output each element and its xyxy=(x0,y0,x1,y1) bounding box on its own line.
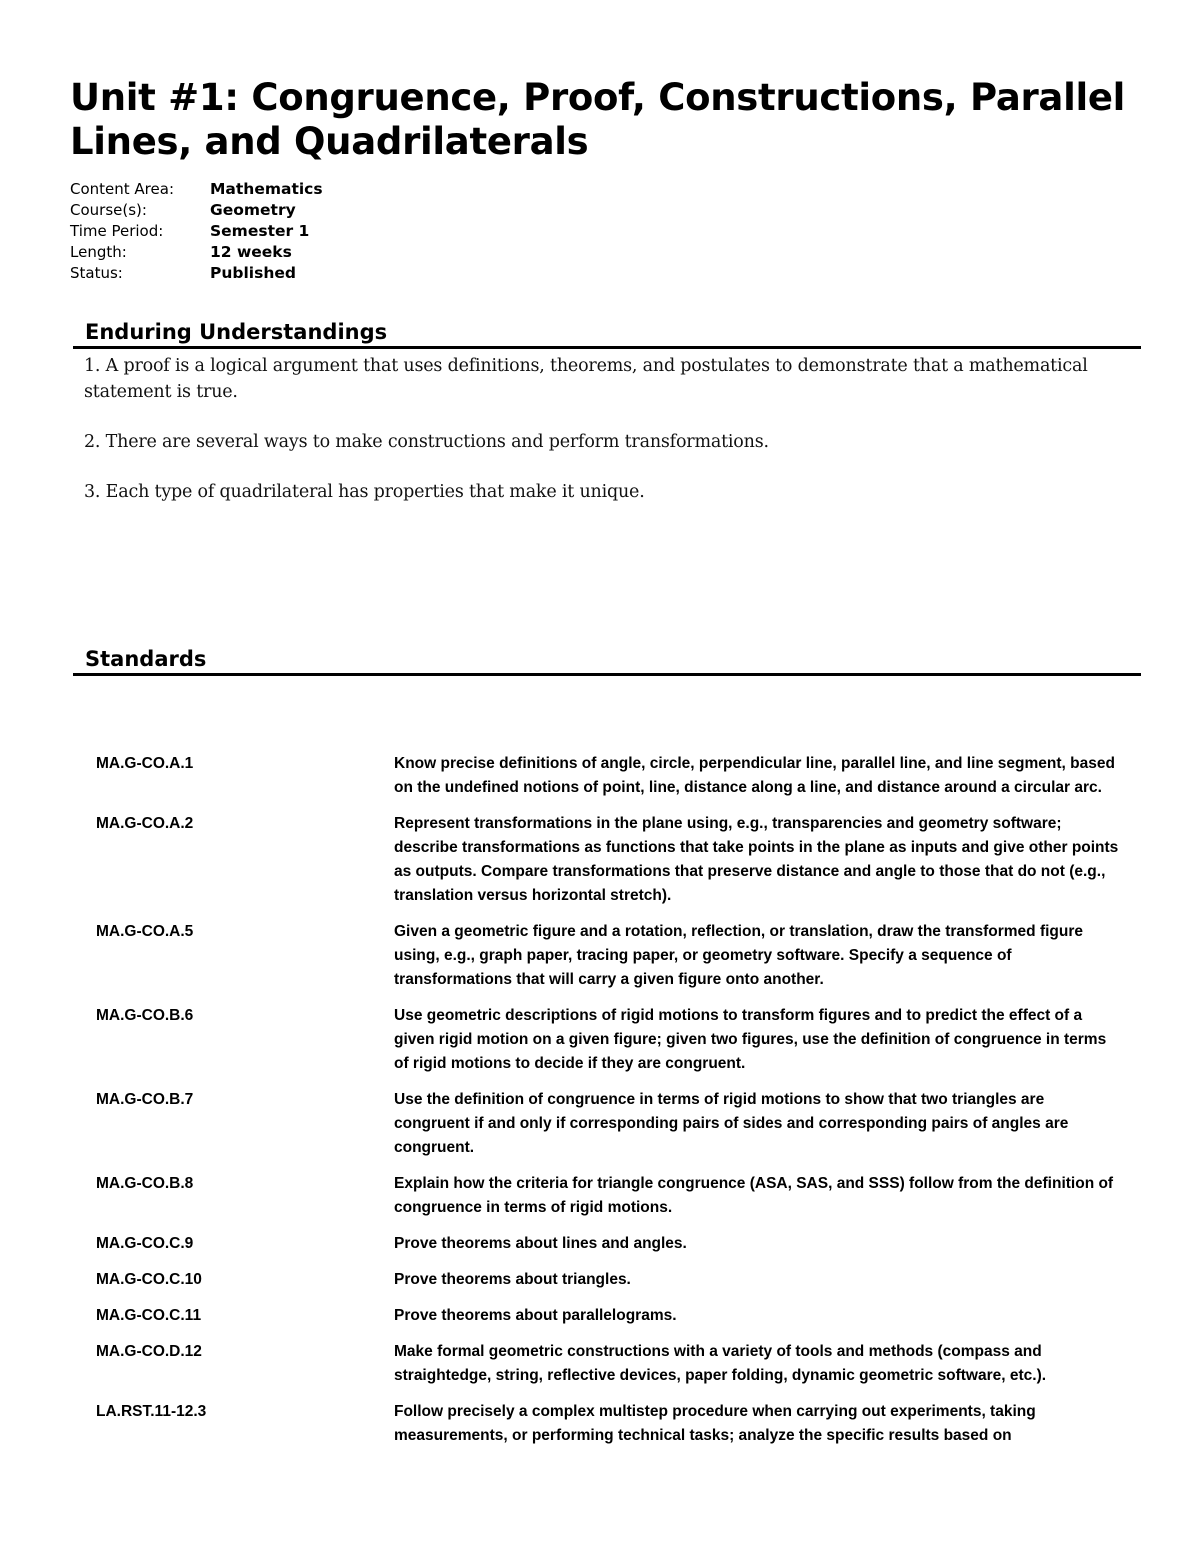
meta-row-courses xyxy=(70,199,323,220)
standard-code: MA.G-CO.D.12 xyxy=(96,1343,202,1360)
standard-description: Use geometric descriptions of rigid motions to transform figures and to predict the effect of a given rigid motion on a given figure; given two figures, use the definition of congruence in terms of rigid motions to decide if they are congruent. xyxy=(394,1007,1107,1072)
list-item: 3. Each type of quadrilateral has properties that make it unique. xyxy=(84,482,645,502)
standard-code: MA.G-CO.A.5 xyxy=(96,923,194,940)
standard-description: Follow precisely a complex multistep procedure when carrying out experiments, taking measurements, or performing technical tasks; analyze the specific results based on xyxy=(394,1403,1036,1444)
standard-description: Prove theorems about parallelograms. xyxy=(394,1307,677,1324)
enduring-understandings-heading: Enduring Understandings xyxy=(73,320,1141,349)
unit-metadata xyxy=(70,178,323,283)
table-row xyxy=(96,1268,1126,1292)
meta-value: Published xyxy=(210,263,296,282)
table-row xyxy=(96,1304,1126,1328)
meta-row-length xyxy=(70,241,323,262)
standard-description: Represent transformations in the plane using, e.g., transparencies and geometry software; describe transformations as functions that take points in the plane as inputs and give other points as outputs. Compare transformations that preserve distance and angle to those that do not (e.g., translation versus horizontal stretch). xyxy=(394,815,1119,904)
meta-value: Semester 1 xyxy=(210,221,310,240)
standard-code: MA.G-CO.C.9 xyxy=(96,1235,194,1252)
table-row xyxy=(96,920,1126,992)
meta-value: Mathematics xyxy=(210,179,323,198)
meta-label: Status: xyxy=(70,263,123,282)
meta-label: Time Period: xyxy=(70,221,164,240)
standard-code: MA.G-CO.A.2 xyxy=(96,815,194,832)
standard-description: Use the definition of congruence in terms of rigid motions to show that two triangles are congruent if and only if corresponding pairs of sides and corresponding pairs of angles are congruent. xyxy=(394,1091,1069,1156)
standards-table xyxy=(96,752,1126,1460)
meta-row-time-period xyxy=(70,220,323,241)
table-row xyxy=(96,1172,1126,1220)
meta-row-content-area xyxy=(70,178,323,199)
table-row xyxy=(96,1088,1126,1160)
meta-label: Content Area: xyxy=(70,179,174,198)
standard-code: LA.RST.11-12.3 xyxy=(96,1403,207,1420)
table-row xyxy=(96,1400,1126,1448)
list-item: 2. There are several ways to make constructions and perform transformations. xyxy=(84,432,769,452)
standard-code: MA.G-CO.B.6 xyxy=(96,1007,194,1024)
unit-title: Unit #1: Congruence, Proof, Constructions, Parallel Lines, and Quadrilaterals xyxy=(70,76,1126,163)
table-row xyxy=(96,1232,1126,1256)
standard-description: Make formal geometric constructions with a variety of tools and methods (compass and straightedge, string, reflective devices, paper folding, dynamic geometric software, etc.). xyxy=(394,1343,1047,1384)
standard-description: Given a geometric figure and a rotation, reflection, or translation, draw the transformed figure using, e.g., graph paper, tracing paper, or geometry software. Specify a sequence of transformations that will carry a given figure onto another. xyxy=(394,923,1084,988)
enduring-understandings-list xyxy=(84,353,1134,529)
meta-value: 12 weeks xyxy=(210,242,292,261)
meta-label: Course(s): xyxy=(70,200,147,219)
standard-code: MA.G-CO.C.10 xyxy=(96,1271,202,1288)
standard-code: MA.G-CO.A.1 xyxy=(96,755,194,772)
standard-code: MA.G-CO.C.11 xyxy=(96,1307,202,1324)
table-row xyxy=(96,1340,1126,1388)
standard-description: Prove theorems about lines and angles. xyxy=(394,1235,687,1252)
standard-description: Know precise definitions of angle, circle, perpendicular line, parallel line, and line segment, based on the undefined notions of point, line, distance along a line, and distance around a circular arc. xyxy=(394,755,1115,796)
meta-value: Geometry xyxy=(210,200,296,219)
meta-label: Length: xyxy=(70,242,127,261)
standard-code: MA.G-CO.B.8 xyxy=(96,1175,194,1192)
standards-heading: Standards xyxy=(73,647,1141,676)
standard-description: Explain how the criteria for triangle congruence (ASA, SAS, and SSS) follow from the definition of congruence in terms of rigid motions. xyxy=(394,1175,1114,1216)
table-row xyxy=(96,812,1126,908)
table-row xyxy=(96,1004,1126,1076)
table-row xyxy=(96,752,1126,800)
list-item: 1. A proof is a logical argument that uses definitions, theorems, and postulates to demonstrate that a mathematical statement is true. xyxy=(84,356,1088,402)
meta-row-status xyxy=(70,262,323,283)
standard-code: MA.G-CO.B.7 xyxy=(96,1091,194,1108)
standard-description: Prove theorems about triangles. xyxy=(394,1271,631,1288)
